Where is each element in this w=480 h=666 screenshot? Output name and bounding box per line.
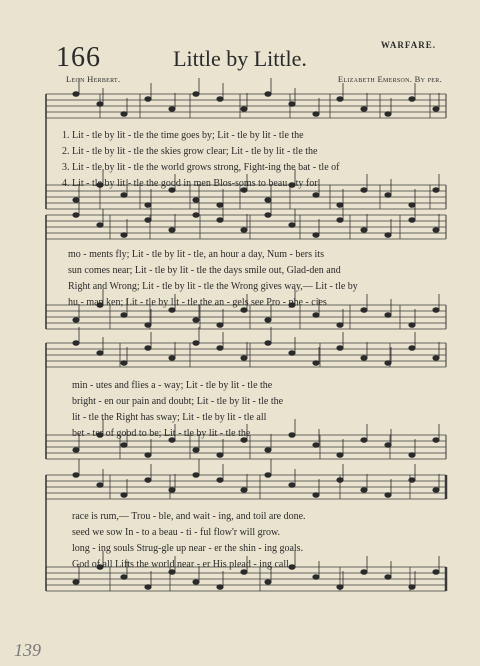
note-head	[337, 323, 343, 328]
note-head	[217, 218, 223, 223]
note-head	[433, 488, 439, 493]
note-head	[337, 453, 343, 458]
note-head	[145, 323, 151, 328]
note-head	[97, 483, 103, 488]
note-head	[313, 313, 319, 318]
note-head	[313, 233, 319, 238]
note-head	[433, 356, 439, 361]
lyric-line: 1. Lit - tle by lit - tle the time goes by; Lit - tle by lit - tle the	[62, 130, 304, 141]
note-head	[361, 570, 367, 575]
lyric-line: 2. Lit - tle by lit - tle the skies grow clear; Lit - tle by lit - tle the	[62, 146, 318, 157]
note-head	[145, 478, 151, 483]
note-head	[409, 203, 415, 208]
note-head	[241, 107, 247, 112]
note-head	[265, 448, 271, 453]
lyric-line: race is rum,— Trou - ble, and wait - ing, and toil are done.	[72, 511, 306, 522]
note-head	[169, 488, 175, 493]
note-head	[145, 97, 151, 102]
lyric-line: 4. Lit - tle by lit - tle the good in men Blos-soms to beau - ty for	[62, 178, 318, 189]
note-head	[193, 473, 199, 478]
note-head	[73, 448, 79, 453]
note-head	[121, 493, 127, 498]
note-head	[73, 92, 79, 97]
note-head	[265, 198, 271, 203]
lyric-line: sun comes near; Lit - tle by lit - tle the days smile out, Glad-den and	[68, 265, 341, 276]
note-head	[385, 313, 391, 318]
note-head	[409, 453, 415, 458]
hymn-number: 166	[56, 42, 101, 73]
note-head	[241, 488, 247, 493]
note-head	[217, 97, 223, 102]
note-head	[409, 585, 415, 590]
hymn-title: Little by Little.	[173, 46, 307, 71]
note-head	[97, 102, 103, 107]
note-head	[73, 580, 79, 585]
lyric-line: bet - ter of good to be; Lit - tle by lit - tle the	[72, 428, 251, 439]
note-head	[193, 198, 199, 203]
note-head	[73, 198, 79, 203]
note-head	[433, 438, 439, 443]
note-head	[385, 493, 391, 498]
note-head	[385, 112, 391, 117]
note-head	[289, 351, 295, 356]
note-head	[145, 346, 151, 351]
note-head	[313, 361, 319, 366]
note-head	[409, 323, 415, 328]
note-head	[193, 318, 199, 323]
note-head	[121, 361, 127, 366]
note-head	[217, 323, 223, 328]
note-head	[409, 97, 415, 102]
note-head	[409, 346, 415, 351]
author-credit: Leon Herbert.	[66, 74, 121, 84]
note-head	[265, 318, 271, 323]
note-head	[145, 585, 151, 590]
note-head	[337, 585, 343, 590]
lyric-line: 3. Lit - tle by lit - tle the world grows strong, Fight-ing the bat - tle of	[62, 162, 340, 173]
note-head	[241, 308, 247, 313]
note-head	[289, 102, 295, 107]
note-head	[73, 318, 79, 323]
note-head	[385, 233, 391, 238]
note-head	[385, 575, 391, 580]
note-head	[361, 228, 367, 233]
note-head	[121, 575, 127, 580]
composer-credit: Elizabeth Emerson. By per.	[337, 74, 442, 84]
note-head	[337, 97, 343, 102]
note-head	[145, 203, 151, 208]
note-head	[121, 233, 127, 238]
note-head	[433, 570, 439, 575]
note-head	[169, 570, 175, 575]
note-head	[433, 107, 439, 112]
note-head	[217, 453, 223, 458]
note-head	[241, 356, 247, 361]
note-head	[193, 341, 199, 346]
note-head	[145, 453, 151, 458]
note-head	[121, 313, 127, 318]
note-head	[169, 356, 175, 361]
note-head	[241, 228, 247, 233]
note-head	[337, 346, 343, 351]
note-head	[289, 433, 295, 438]
note-head	[217, 585, 223, 590]
page-number: 139	[14, 640, 41, 660]
note-head	[169, 308, 175, 313]
note-head	[265, 580, 271, 585]
lyric-line: hu - man ken; Lit - tle by lit - tle the an - gels see Pro - phe - cies	[68, 297, 327, 308]
note-head	[217, 346, 223, 351]
lyric-line: lit - tle the Right has sway; Lit - tle by lit - tle all	[72, 412, 267, 423]
note-head	[433, 188, 439, 193]
note-head	[265, 213, 271, 218]
note-head	[289, 223, 295, 228]
lyric-line: long - ing souls Strug-gle up near - er the shin - ing goals.	[72, 543, 304, 554]
note-head	[385, 443, 391, 448]
note-head	[313, 112, 319, 117]
note-head	[361, 488, 367, 493]
note-head	[361, 308, 367, 313]
note-head	[265, 92, 271, 97]
note-head	[313, 575, 319, 580]
note-head	[385, 193, 391, 198]
note-head	[169, 228, 175, 233]
note-head	[361, 188, 367, 193]
note-head	[409, 478, 415, 483]
note-head	[97, 223, 103, 228]
note-head	[433, 228, 439, 233]
note-head	[73, 341, 79, 346]
note-head	[73, 213, 79, 218]
note-head	[241, 570, 247, 575]
note-head	[409, 218, 415, 223]
note-head	[265, 341, 271, 346]
note-head	[313, 493, 319, 498]
note-head	[289, 483, 295, 488]
note-head	[313, 193, 319, 198]
note-head	[193, 448, 199, 453]
note-head	[385, 361, 391, 366]
note-head	[265, 473, 271, 478]
hymn-category: WARFARE.	[380, 40, 436, 50]
note-head	[193, 580, 199, 585]
note-head	[193, 92, 199, 97]
note-head	[217, 478, 223, 483]
note-head	[73, 473, 79, 478]
lyric-line: min - utes and flies a - way; Lit - tle by lit - tle the	[72, 380, 273, 391]
note-head	[121, 443, 127, 448]
lyric-line: Right and Wrong; Lit - tle by lit - tle the Wrong gives way,— Lit - tle by	[68, 281, 358, 292]
note-head	[97, 351, 103, 356]
note-head	[193, 213, 199, 218]
note-head	[145, 218, 151, 223]
note-head	[337, 203, 343, 208]
note-head	[121, 193, 127, 198]
lyric-line: mo - ments fly; Lit - tle by lit - tle, an hour a day, Num - bers its	[68, 249, 324, 260]
note-head	[337, 218, 343, 223]
note-head	[337, 478, 343, 483]
note-head	[313, 443, 319, 448]
lyric-line: seed we sow In - to a beau - ti - ful flow'r will grow.	[72, 527, 281, 538]
note-head	[361, 438, 367, 443]
note-head	[169, 107, 175, 112]
note-head	[361, 107, 367, 112]
note-head	[361, 356, 367, 361]
lyric-line: bright - en our pain and doubt; Lit - tle by lit - tle the	[72, 396, 284, 407]
note-head	[433, 308, 439, 313]
lyric-line: God of all Lifts the world near - er His plead - ing call.	[72, 559, 292, 570]
note-head	[121, 112, 127, 117]
note-head	[217, 203, 223, 208]
